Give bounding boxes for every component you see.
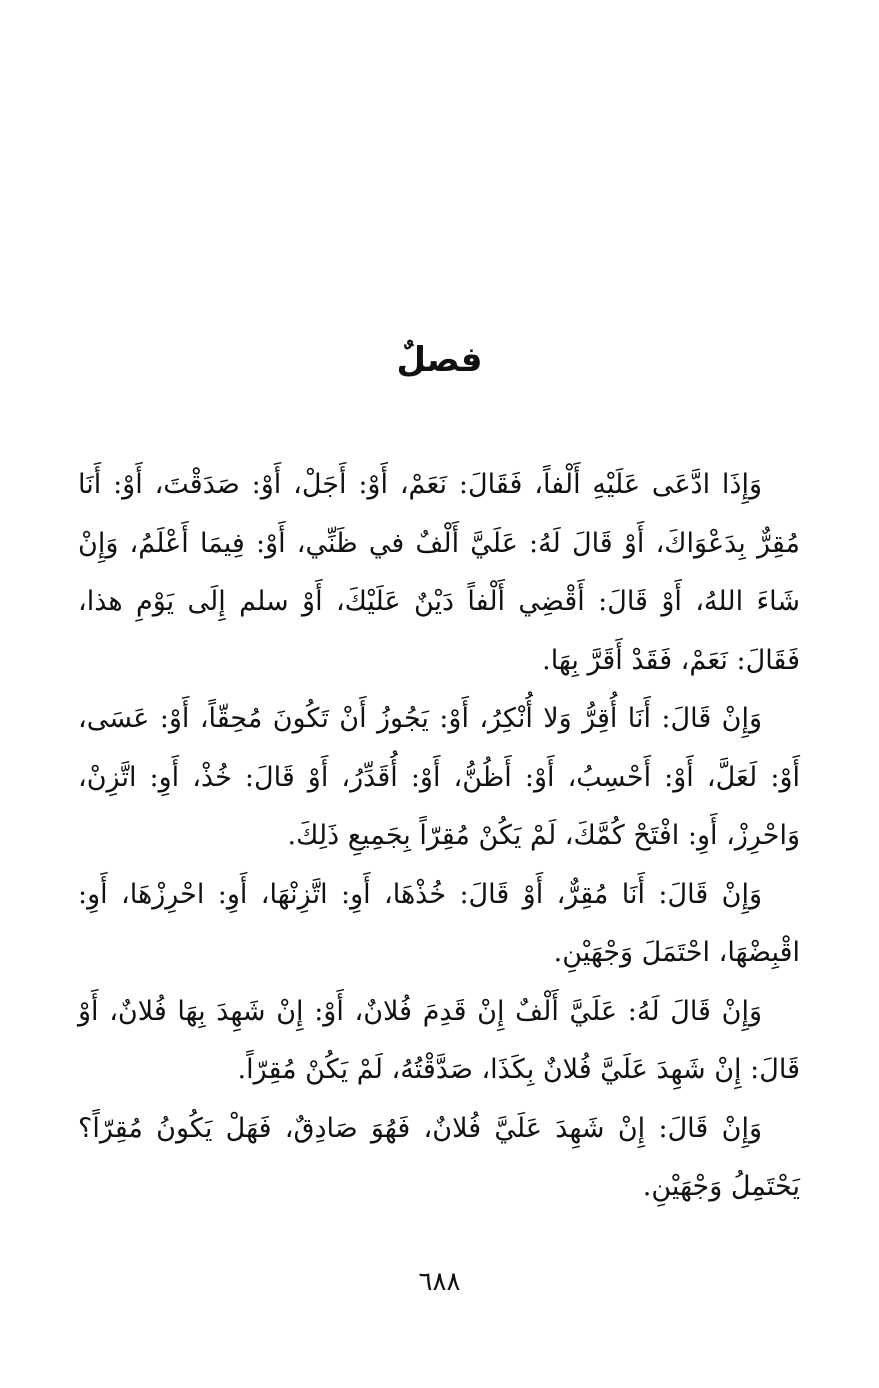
paragraph-1: وَإِذَا ادَّعَى عَلَيْهِ أَلْفاً، فَقَالَ: نَعَمْ، أَوْ: أَجَلْ، أَوْ: صَدَقْتَ، أَوْ: أَنَا مُقِرٌّ بِدَعْوَاكَ، أَوْ قَالَ لَهُ: عَلَيَّ أَلْفٌ في ظَنِّي، أَوْ: فِيمَا أَعْلَمُ، وَإِنْ شَاءَ اللهُ، أَوْ قَالَ: أَقْضِي أَلْفاً دَيْنٌ عَلَيْكَ، أَوْ سلم إِلَى يَوْمِ هذا، فَقَالَ: نَعَمْ، فَقَدْ أَقَرَّ بِهَا. bbox=[78, 469, 800, 676]
paragraph-5: وَإِنْ قَالَ: إِنْ شَهِدَ عَلَيَّ فُلانٌ، فَهُوَ صَادِقٌ، فَهَلْ يَكُونُ مُقِرّاً؟ يَحْتَمِلُ وَجْهَيْنِ. bbox=[78, 1112, 800, 1202]
section-heading: فصلٌ bbox=[396, 340, 483, 380]
body-text bbox=[78, 456, 800, 1217]
paragraph-2: وَإِنْ قَالَ: أَنَا أُقِرُّ وَلا أُنْكِرُ، أَوْ: يَجُوزُ أَنْ تَكُونَ مُحِقّاً، أَوْ: عَسَى، أَوْ: لَعَلَّ، أَوْ: أَحْسِبُ، أَوْ: أَظُنُّ، أَوْ: أُقَدِّرُ، أَوْ قَالَ: خُذْ، أَوِ: اتَّزِنْ، وَاحْرِزْ، أَوِ: افْتَحْ كُمَّكَ، لَمْ يَكُنْ مُقِرّاً بِجَمِيعِ ذَلِكَ. bbox=[78, 703, 800, 851]
paragraph-3: وَإِنْ قَالَ: أَنَا مُقِرٌّ، أَوْ قَالَ: خُذْهَا، أَوِ: اتَّزِنْهَا، أَوِ: احْرِزْهَا، أَوِ: اقْبِضْهَا، احْتَمَلَ وَجْهَيْنِ. bbox=[78, 878, 800, 968]
paragraph-4: وَإِنْ قَالَ لَهُ: عَلَيَّ أَلْفٌ إِنْ قَدِمَ فُلانٌ، أَوْ: إِنْ شَهِدَ بِهَا فُلانٌ، أَوْ قَالَ: إِنْ شَهِدَ عَلَيَّ فُلانٌ بِكَذَا، صَدَّقْتُهُ، لَمْ يَكُنْ مُقِرّاً. bbox=[78, 995, 800, 1085]
page-number: ٦٨٨ bbox=[418, 1267, 461, 1297]
